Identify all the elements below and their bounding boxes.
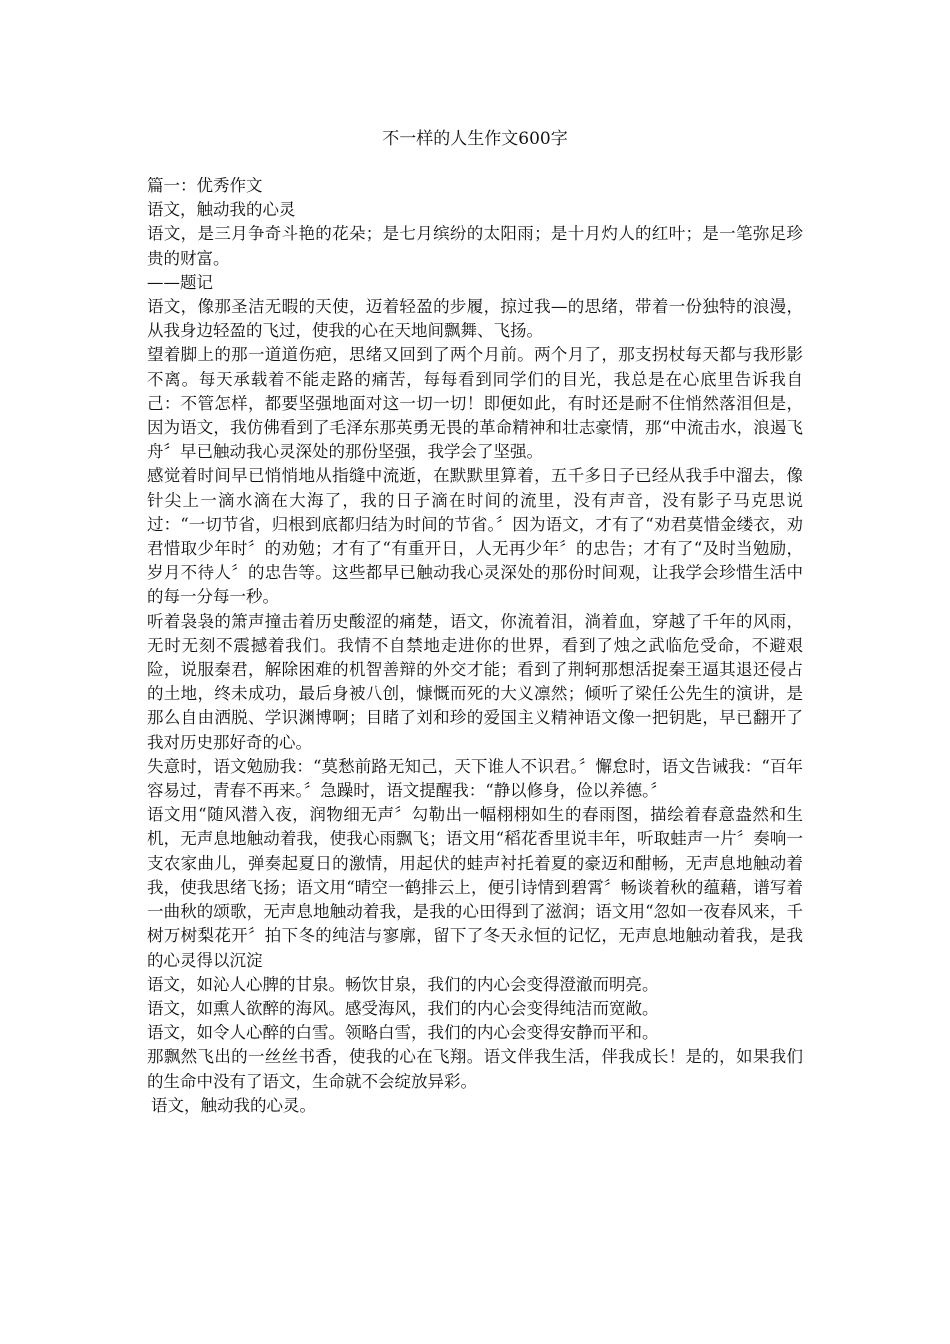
essay-title: 语文，触动我的心灵 (147, 200, 296, 220)
closing-line: 语文，触动我的心灵。 (151, 1095, 316, 1115)
paragraph: 听着袅袅的箫声撞击着历史酸涩的痛楚，语文，你流着泪，淌着血，穿越了千年的风雨，无时无刻不震撼着我们。我情不自禁地走进你的世界，看到了烛之武临危受命，不避艰险，说服秦君，解除困难的机智善辩的外交才能；看到了荆轲那想活捉秦王逼其退还侵占的土地，终未成功，最后身被八创，慷慨而死的大义凛然；倾听了梁任公先生的演讲，是那么自由洒脱、学识渊博啊；目睹了刘和珍的爱国主义精神语文像一把钥匙，早已翻开了我对历史那好奇的心。 (147, 611, 803, 752)
paragraph: 语文，像那圣洁无暇的天使，迈着轻盈的步履，掠过我—的思绪，带着一份独特的浪漫，从我身边轻盈的飞过，使我的心在天地间飘舞、飞扬。 (147, 297, 803, 341)
paragraph: 感觉着时间早已悄悄地从指缝中流逝，在默默里算着，五千多日子已经从我手中溜去，像针尖上一滴水滴在大海了，我的日子滴在时间的流里，没有声音，没有影子马克思说过：“一切节省，归根到底都归结为时间的节省。〞因为语文，才有了“劝君莫惜金缕衣，劝君惜取少年时〞的劝勉；才有了“有重开日，人无再少年〞的忠告；才有了“及时当勉励，岁月不待人〞的忠告等。这些都早已触动我心灵深处的那份时间观，让我学会珍惜生活中的每一分每一秒。 (147, 466, 803, 607)
document-body (147, 174, 803, 1118)
page-title: 不一样的人生作文600字 (382, 129, 568, 149)
epigraph-attribution: ——题记 (147, 272, 213, 292)
paragraph: 语文用“随风潜入夜，润物细无声〞勾勒出一幅栩栩如生的春雨图，描绘着春意盎然和生机，无声息地触动着我，使我心雨飘飞；语文用“稻花香里说丰年，听取蛙声一片〞奏响一支农家曲儿，弹奏起夏日的激情，用起伏的蛙声衬托着夏的豪迈和酣畅，无声息地触动着我，使我思绪飞扬；语文用“晴空一鹤排云上，便引诗情到碧霄〞畅谈着秋的蕴藉，谱写着一曲秋的颂歌，无声息地触动着我，是我的心田得到了滋润；语文用“忽如一夜春风来，千树万树梨花开〞拍下冬的纯洁与寥廓，留下了冬天永恒的记忆，无声息地触动着我，是我的心灵得以沉淀 (147, 805, 803, 970)
paragraph: 语文，如熏人欲醉的海风。感受海风，我们的内心会变得纯洁而宽敞。 (147, 998, 659, 1018)
paragraph: 望着脚上的那一道道伤疤，思绪又回到了两个月前。两个月了，那支拐杖每天都与我形影不离。每天承载着不能走路的痛苦，每每看到同学们的目光，我总是在心底里告诉我自己：不管怎样，都要坚强地面对这一切一切！即便如此，有时还是耐不住悄然落泪但是，因为语文，我仿佛看到了毛泽东那英勇无畏的革命精神和壮志豪情，那“中流击水，浪遏飞舟〞早已触动我心灵深处的那份坚强，我学会了坚强。 (147, 345, 803, 462)
paragraph: 失意时，语文勉励我：“莫愁前路无知己，天下谁人不识君。〞懈怠时，语文告诫我：“百年容易过，青春不再来。〞急躁时，语文提醒我：“静以修身，俭以养德。〞 (147, 756, 803, 801)
paragraph: 那飘然飞出的一丝丝书香，使我的心在飞翔。语文伴我生活，伴我成长！是的，如果我们的生命中没有了语文，生命就不会绽放异彩。 (147, 1047, 803, 1091)
paragraph: 语文，如令人心醉的白雪。领略白雪，我们的内心会变得安静而平和。 (147, 1023, 659, 1043)
section-heading: 篇一：优秀作文 (147, 176, 263, 195)
paragraph: 语文，如沁人心脾的甘泉。畅饮甘泉，我们的内心会变得澄澈而明亮。 (147, 974, 659, 994)
epigraph: 语文，是三月争奇斗艳的花朵；是七月缤纷的太阳雨；是十月灼人的红叶；是一笔弥足珍贵的财富。 (147, 224, 803, 268)
